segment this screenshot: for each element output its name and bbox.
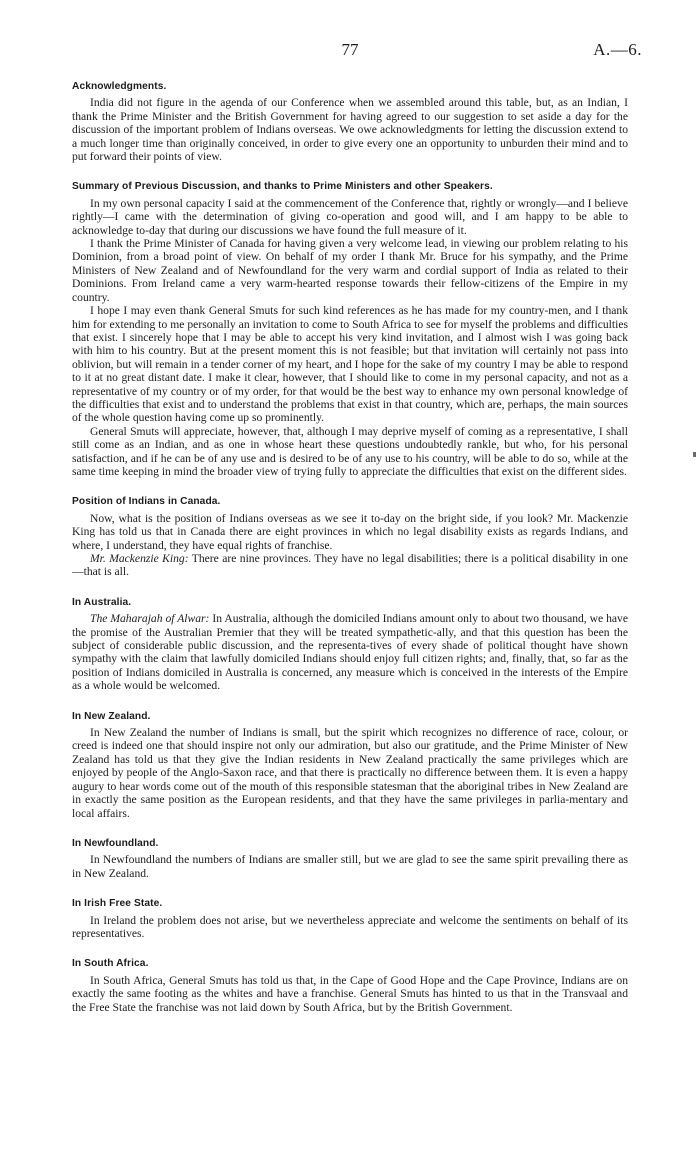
paragraph: In Ireland the problem does not arise, but we nevertheless appreciate and welcome the sentiments on behalf of its representatives. — [72, 913, 628, 940]
paragraph-with-speaker — [72, 612, 628, 692]
section-heading: In New Zealand. — [72, 710, 151, 722]
paragraph: Now, what is the position of Indians overseas as we see it to-day on the bright side, if you look? Mr. Mackenzie King has told us that in Canada there are eight provinces in which no legal disability exists as regards Indians, and where, I understand, they have equal rights of franchise. — [72, 511, 628, 552]
paragraph: General Smuts will appreciate, however, that, although I may deprive myself of coming as a representative, I shall still come as an Indian, and as one in whose heart these questions undoubtedly rankle, but who, for his personal satisfaction, and if he can be of any use and is desired to be of any use to his country, will be able to do so, while at the same time keeping in mind the broader view of trying fully to appreciate the difficulties that exist on the different sides. — [72, 424, 628, 478]
document-body — [72, 80, 628, 1031]
section-australia — [72, 596, 628, 693]
section-heading: Acknowledgments. — [72, 81, 167, 92]
paragraph: I thank the Prime Minister of Canada for having given a very welcome lead, in viewing our problem relating to his Dominion, from a broad point of view. On behalf of my order I thank Mr. Bruce for his sympathy, and the Prime Ministers of New Zealand and of Newfoundland for the very warm and cordial support of India as related to their Dominions. From Ireland came a very warm-hearted response towards their fellow-citizens of the Empire in my country. — [72, 237, 628, 304]
speech-text: There are nine provinces. They have no legal disabilities; there is a political disability in one—that is all. — [72, 552, 629, 579]
margin-mark — [693, 452, 696, 457]
paragraph: India did not figure in the agenda of our Conference when we assembled around this table, but, as an Indian, I thank the Prime Minister and the British Government for having agreed to our suggestion to set aside a day for the discussion of the important problem of Indians overseas. We owe acknowledgments for letting the discussion extend to a much longer time than originally conceived, in order to give every one an opportunity to unburden their mind and to put forward their points of view. — [72, 96, 628, 164]
section-heading: In Irish Free State. — [72, 898, 163, 910]
document-code: A.—6. — [593, 40, 642, 59]
speech-text: In Australia, although the domiciled Indians amount only to about two thousand, we have the promise of the Australian Premier that they will be treated sympathetic-ally, and that this question has been the subject of considerable public discussion, and the representa-tives of every shade of political thought have shown sympathy with the claim that lawfully domiciled Indians should enjoy full citizen rights; and, finally, that, so far as the position of Indians domiciled in Australia is concerned, any measure which is conceived in the interests of the Empire as a whole would be welcomed. — [72, 612, 628, 693]
paragraph: In South Africa, General Smuts has told us that, in the Cape of Good Hope and the Cape Province, Indians are on exactly the same footing as the whites and have a franchise. General Smuts has hinted to us that in the Transvaal and the Free State the franchise was not laid down by South Africa, but by the British Government. — [72, 973, 628, 1014]
paragraph: In New Zealand the number of Indians is small, but the spirit which recognizes no difference of race, colour, or creed is indeed one that should inspire not only our admiration, but also our gratitude, and the Prime Minister of New Zealand has told us that they give the Indian residents in New Zealand practically the same privileges which are enjoyed by people of the Anglo-Saxon race, and that there is practically no difference between them. It is even a happy augury to hear words come out of the mouth of this responsible statesman that the aboriginal tribes in New Zealand are in exactly the same position as the European residents, and that they have the same privileges in parlia-mentary and local affairs. — [72, 726, 628, 820]
section-heading: In South Africa. — [72, 958, 149, 970]
section-acknowledgments — [72, 80, 628, 163]
page-number: 77 — [341, 40, 359, 59]
page-header — [0, 40, 700, 64]
section-south-africa — [72, 957, 628, 1014]
paragraph: In Newfoundland the numbers of Indians are smaller still, but we are glad to see the same spirit prevailing there as in New Zealand. — [72, 853, 628, 880]
section-heading: Position of Indians in Canada. — [72, 496, 221, 508]
paragraph-with-speaker — [72, 552, 628, 579]
section-canada — [72, 495, 628, 578]
section-heading: In Australia. — [72, 596, 132, 608]
section-heading: Summary of Previous Discussion, and thanks to Prime Ministers and other Speakers. — [72, 181, 493, 193]
speaker-name: Mr. Mackenzie King: — [90, 552, 189, 565]
speaker-name: The Maharajah of Alwar: — [90, 612, 210, 626]
paragraph: In my own personal capacity I said at the commencement of the Conference that, rightly or wrongly—and I believe rightly—I came with the determination of giving co-operation and good will, and I am happy to be able to acknowledge to-day that during our discussions we have found the full measure of it. — [72, 196, 628, 237]
section-heading: In Newfoundland. — [72, 837, 159, 849]
section-irish-free-state — [72, 897, 628, 940]
paragraph: I hope I may even thank General Smuts for such kind references as he has made for my country-men, and I thank him for extending to me personally an invitation to come to South Africa to see for myself the problems and difficulties that exist. I sincerely hope that I may be able to accept his very kind invitation, and I almost wish I was going back with him to his country. But at the present moment this is not feasible; but that invitation will certainly not pass into oblivion, but will remain in a tender corner of my heart, and I hope for the sake of my country I may be able to respond to it at no great distant date. I make it clear, however, that I should like to come in my personal capacity, and not as a representative of my country or of my order, for that would be the best way to enhance my own personal knowledge of the difficulties that exist and to understand the problems that exist in that country, which are, perhaps, the main sources of the whole question having come up so prominently. — [72, 304, 628, 425]
section-summary — [72, 180, 628, 478]
section-newfoundland — [72, 837, 628, 880]
section-new-zealand — [72, 710, 628, 820]
